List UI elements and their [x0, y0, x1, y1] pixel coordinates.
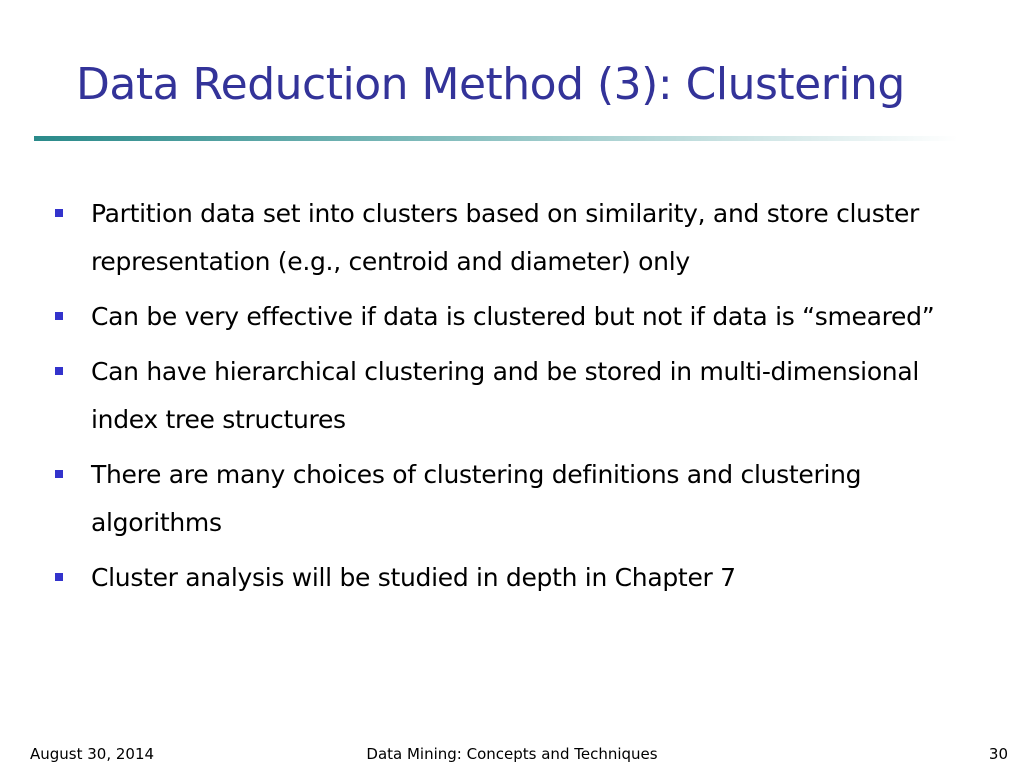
- bullet-text: Partition data set into clusters based on similarity, and store cluster representation (e.g., centroid and diameter) only: [91, 199, 920, 276]
- bullet-item: [52, 554, 982, 602]
- bullet-item: [52, 190, 982, 286]
- bullet-item: [52, 348, 982, 444]
- bullet-text: Can have hierarchical clustering and be stored in multi-dimensional index tree structures: [91, 357, 920, 434]
- title-divider: [34, 136, 958, 141]
- bullet-text: There are many choices of clustering definitions and clustering algorithms: [91, 460, 862, 537]
- bullet-list: [52, 190, 982, 609]
- square-bullet-icon: [55, 312, 63, 320]
- footer-title: Data Mining: Concepts and Techniques: [366, 745, 658, 763]
- footer-date: August 30, 2014: [30, 745, 155, 763]
- bullet-text: Cluster analysis will be studied in depth in Chapter 7: [91, 563, 736, 592]
- square-bullet-icon: [55, 367, 63, 375]
- bullet-item: [52, 451, 982, 547]
- bullet-item: [52, 293, 982, 341]
- bullet-text: Can be very effective if data is clustered but not if data is “smeared”: [91, 302, 935, 331]
- slide-title: Data Reduction Method (3): Clustering: [76, 59, 905, 110]
- square-bullet-icon: [55, 209, 63, 217]
- page-number: 30: [988, 745, 1008, 763]
- square-bullet-icon: [55, 573, 63, 581]
- square-bullet-icon: [55, 470, 63, 478]
